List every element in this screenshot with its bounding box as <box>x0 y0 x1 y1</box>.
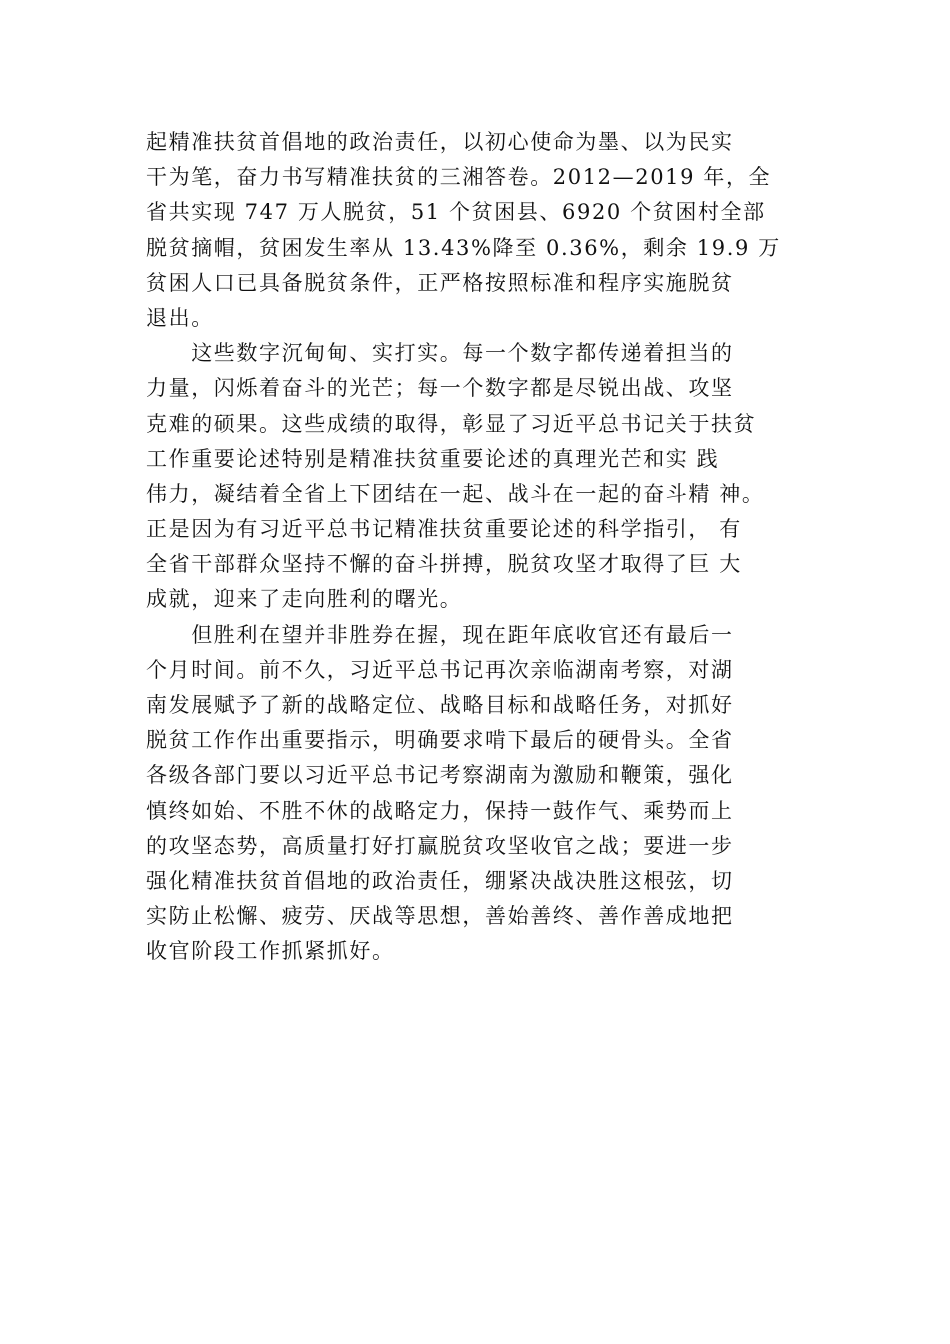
text-line: 工作重要论述特别是精准扶贫重要论述的真理光芒和实 践 <box>146 446 720 471</box>
text-line: 克难的硕果。这些成绩的取得，彰显了习近平总书记关于扶贫 <box>146 411 757 436</box>
text-line: 脱贫工作作出重要指示，明确要求啃下最后的硬骨头。全省 <box>146 728 734 753</box>
text-line: 这些数字沉甸甸、实打实。每一个数字都传递着担当的 <box>146 341 734 366</box>
text-line: 起精准扶贫首倡地的政治责任，以初心使命为墨、以为民实 <box>146 130 734 154</box>
text-line: 伟力，凝结着全省上下团结在一起、战斗在一起的奋斗精 神。 <box>146 481 765 506</box>
text-line: 实防止松懈、疲劳、厌战等思想，善始善终、善作善成地把 <box>146 904 734 929</box>
body-text <box>146 125 846 970</box>
text-line: 全省干部群众坚持不懈的奋斗拼搏，脱贫攻坚才取得了巨 大 <box>146 552 742 577</box>
text-line: 贫困人口已具备脱贫条件，正严格按照标准和程序实施脱贫 <box>146 270 734 295</box>
text-line: 南发展赋予了新的战略定位、战略目标和战略任务，对抓好 <box>146 693 734 717</box>
text-line: 力量，闪烁着奋斗的光芒；每一个数字都是尽锐出战、攻坚 <box>146 376 734 401</box>
text-line: 正是因为有习近平总书记精准扶贫重要论述的科学指引， 有 <box>146 517 742 542</box>
text-line: 退出。 <box>146 305 214 330</box>
text-line: 各级各部门要以习近平总书记考察湖南为激励和鞭策，强化 <box>146 763 734 788</box>
text-line: 强化精准扶贫首倡地的政治责任，绷紧决战决胜这根弦，切 <box>146 868 734 893</box>
text-line: 收官阶段工作抓紧抓好。 <box>146 939 395 964</box>
text-line: 脱贫摘帽，贫困发生率从 13.43%降至 0.36%，剩余 19.9 万 <box>146 235 781 260</box>
text-line: 个月时间。前不久，习近平总书记再次亲临湖南考察，对湖 <box>146 657 734 682</box>
text-line: 但胜利在望并非胜券在握，现在距年底收官还有最后一 <box>146 622 734 647</box>
text-line: 的攻坚态势，高质量打好打赢脱贫攻坚收官之战；要进一步 <box>146 833 734 858</box>
text-line: 省共实现 747 万人脱贫，51 个贫困县、6920 个贫困村全部 <box>146 200 766 225</box>
text-line: 干为笔，奋力书写精准扶贫的三湘答卷。2012—2019 年，全 <box>146 165 772 190</box>
text-line: 慎终如始、不胜不休的战略定力，保持一鼓作气、乘势而上 <box>146 798 734 823</box>
text-line: 成就，迎来了走向胜利的曙光。 <box>146 587 463 612</box>
